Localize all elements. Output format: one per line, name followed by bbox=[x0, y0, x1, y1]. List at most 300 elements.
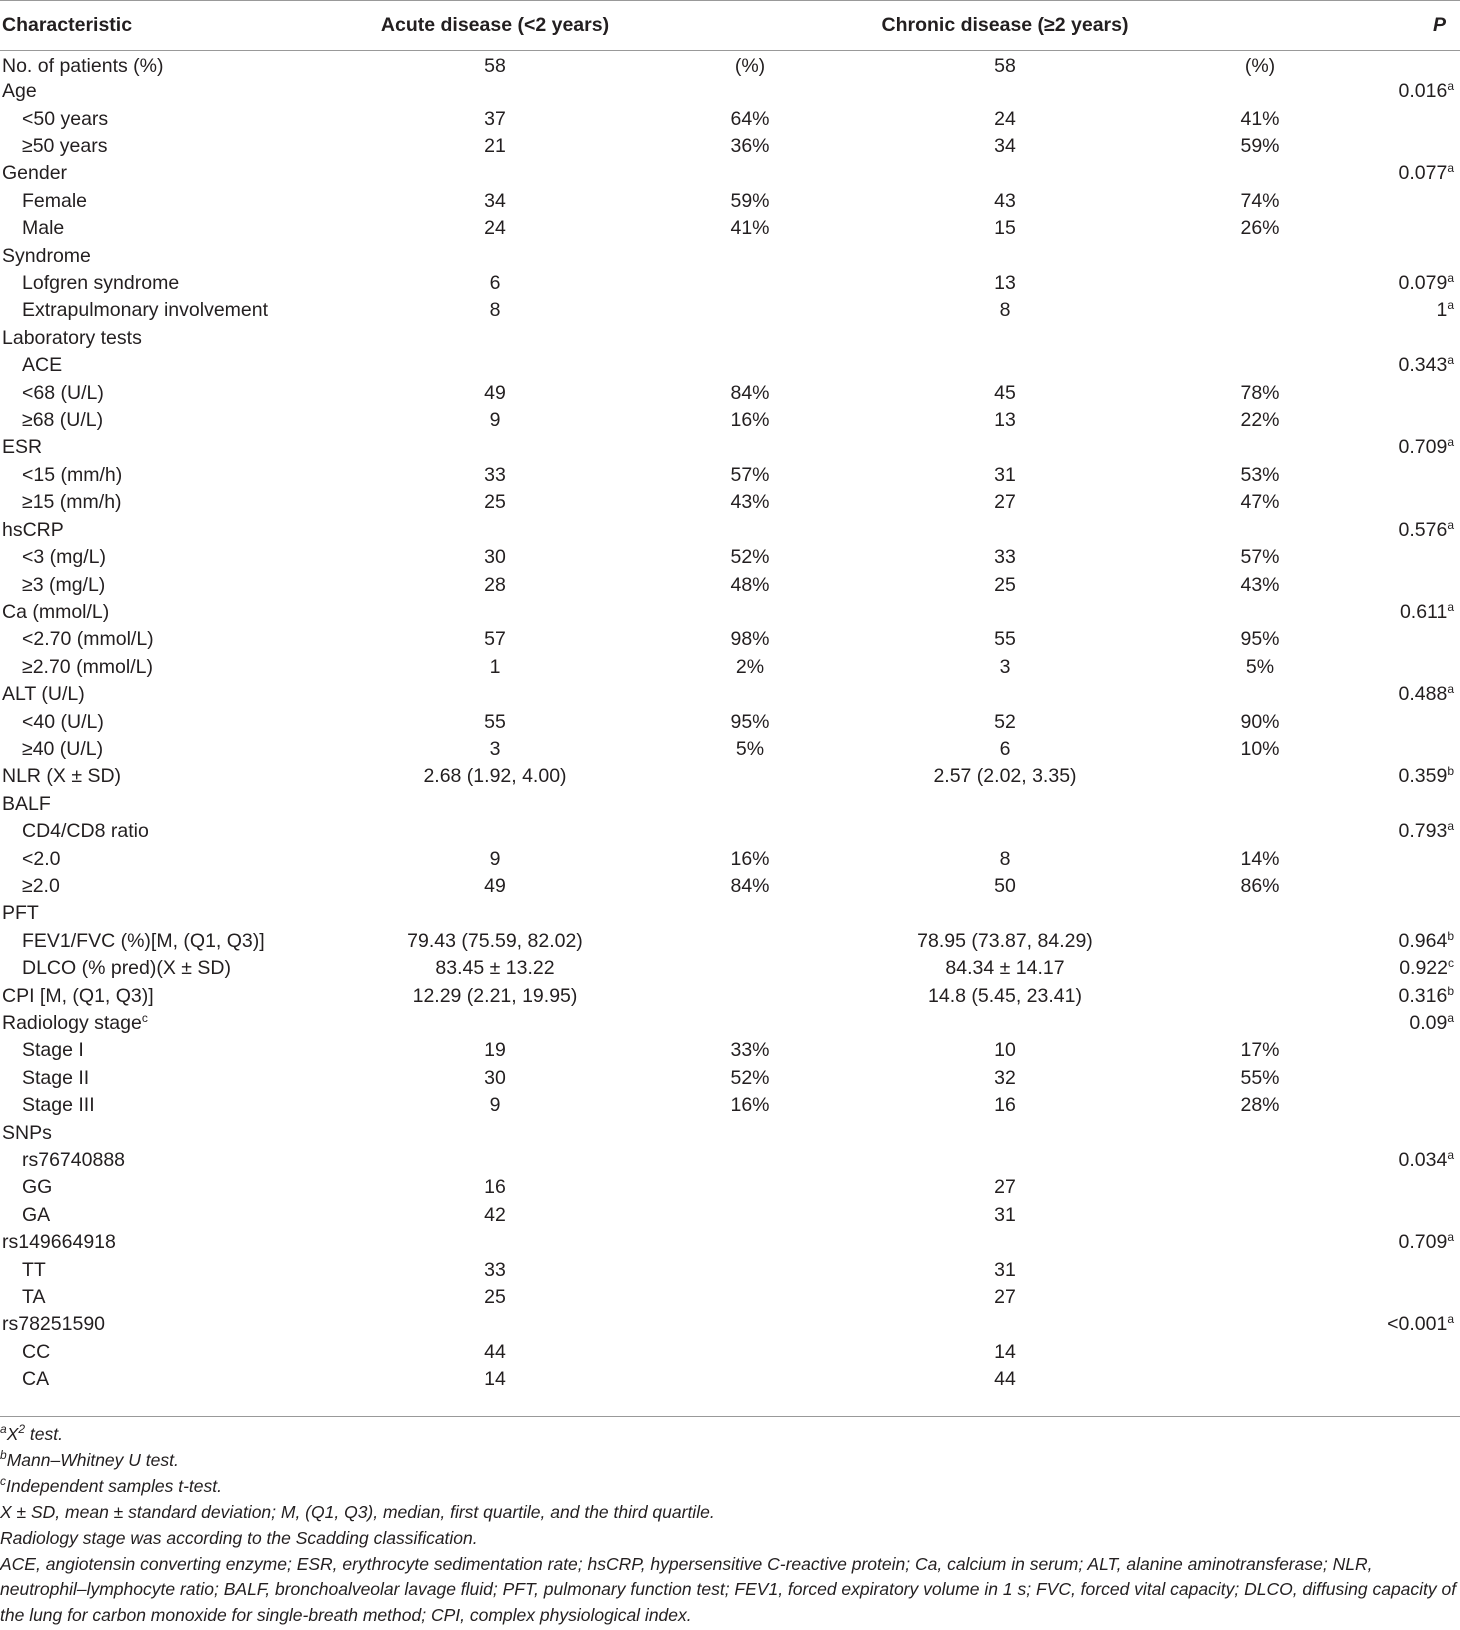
chronic-percent: 78% bbox=[1240, 381, 1280, 404]
chronic-count bbox=[795, 325, 1215, 352]
chronic-count bbox=[795, 78, 1215, 105]
table-row bbox=[0, 599, 1460, 626]
row-label: Stage II bbox=[22, 1066, 90, 1089]
p-value: 0.343$^a$ bbox=[1398, 353, 1454, 377]
table-row bbox=[0, 736, 1460, 763]
acute-count bbox=[285, 791, 705, 818]
row-label: TA bbox=[22, 1286, 46, 1309]
acute-percent: 95% bbox=[730, 710, 770, 733]
chronic-percent bbox=[1215, 242, 1305, 269]
chronic-percent bbox=[1215, 1010, 1305, 1037]
chronic-percent bbox=[1215, 517, 1305, 544]
footnote-a: $^aX^2$ test. bbox=[0, 1422, 63, 1444]
p-value bbox=[1305, 900, 1460, 927]
chronic-count: 43 bbox=[994, 189, 1016, 212]
p-value bbox=[1305, 544, 1460, 571]
row-label: Stage I bbox=[22, 1039, 84, 1062]
chronic-count: 34 bbox=[994, 135, 1016, 158]
chronic-count bbox=[795, 791, 1215, 818]
chronic-percent: 90% bbox=[1240, 710, 1280, 733]
row-label: ≥68 (U/L) bbox=[22, 409, 104, 432]
acute-percent: 52% bbox=[730, 1066, 770, 1089]
p-value: 0.09$^a$ bbox=[1409, 1011, 1454, 1035]
table-row bbox=[0, 78, 1460, 105]
table-row bbox=[0, 626, 1460, 653]
chronic-count bbox=[795, 1311, 1215, 1338]
header-characteristic: Characteristic bbox=[2, 14, 133, 36]
p-value bbox=[1305, 626, 1460, 653]
chronic-percent: 53% bbox=[1240, 463, 1280, 486]
acute-count: 33 bbox=[484, 1258, 506, 1281]
footnote-c: $^c$Independent samples t-test. bbox=[0, 1473, 222, 1496]
acute-percent: 98% bbox=[730, 628, 770, 651]
row-label: SNPs bbox=[2, 1121, 52, 1144]
acute-count: 79.43 (75.59, 82.02) bbox=[407, 929, 583, 952]
acute-count bbox=[285, 78, 705, 105]
row-label: GG bbox=[22, 1176, 53, 1199]
chronic-count: 10 bbox=[994, 1039, 1016, 1062]
chronic-count: 3 bbox=[999, 655, 1011, 678]
acute-count: 28 bbox=[484, 573, 506, 596]
row-label: rs78251590 bbox=[2, 1313, 106, 1336]
acute-percent bbox=[705, 1366, 795, 1393]
header-p: P bbox=[1432, 14, 1446, 36]
chronic-count: 31 bbox=[994, 1258, 1016, 1281]
p-value bbox=[1305, 242, 1460, 269]
chronic-percent bbox=[1215, 1202, 1305, 1229]
acute-percent bbox=[705, 928, 795, 955]
table-row bbox=[0, 791, 1460, 818]
chronic-count bbox=[795, 1229, 1215, 1256]
p-value bbox=[1305, 1065, 1460, 1092]
row-label: rs76740888 bbox=[22, 1149, 126, 1172]
header-chronic: Chronic disease (≥2 years) bbox=[881, 14, 1129, 36]
chronic-percent bbox=[1215, 1256, 1305, 1283]
table-row bbox=[0, 1092, 1460, 1119]
p-value bbox=[1305, 736, 1460, 763]
acute-percent bbox=[705, 1284, 795, 1311]
p-value bbox=[1305, 1174, 1460, 1201]
row-label: ≥40 (U/L) bbox=[22, 737, 104, 760]
row-label: ≥3 (mg/L) bbox=[22, 573, 106, 596]
chronic-percent: 55% bbox=[1240, 1066, 1280, 1089]
acute-percent bbox=[705, 1311, 795, 1338]
acute-count: 30 bbox=[484, 1066, 506, 1089]
row-label: Stage III bbox=[22, 1094, 95, 1117]
chronic-percent bbox=[1215, 791, 1305, 818]
acute-count: 1 bbox=[489, 655, 501, 678]
p-value bbox=[1305, 1284, 1460, 1311]
acute-count: 30 bbox=[484, 546, 506, 569]
p-value bbox=[1305, 845, 1460, 872]
chronic-count bbox=[795, 517, 1215, 544]
p-value bbox=[1305, 407, 1460, 434]
chronic-count: 13 bbox=[994, 272, 1016, 295]
chronic-percent bbox=[1215, 900, 1305, 927]
acute-count: 33 bbox=[484, 463, 506, 486]
table-row bbox=[0, 1202, 1460, 1229]
chronic-count: 2.57 (2.02, 3.35) bbox=[933, 765, 1077, 788]
p-value bbox=[1305, 325, 1460, 352]
table-row bbox=[0, 407, 1460, 434]
row-label: Age bbox=[2, 80, 37, 103]
row-label: <2.0 bbox=[22, 847, 61, 870]
table-row bbox=[0, 434, 1460, 461]
row-label: Lofgren syndrome bbox=[22, 272, 180, 295]
table-row bbox=[0, 1256, 1460, 1283]
chronic-count bbox=[795, 818, 1215, 845]
p-value bbox=[1305, 708, 1460, 735]
chronic-count: 8 bbox=[999, 847, 1011, 870]
table-row bbox=[0, 681, 1460, 708]
table-row bbox=[0, 1147, 1460, 1174]
chronic-count: 45 bbox=[994, 381, 1016, 404]
acute-count bbox=[285, 1010, 705, 1037]
row-label: ≥15 (mm/h) bbox=[22, 491, 122, 514]
chronic-percent bbox=[1215, 1366, 1305, 1393]
chronic-percent: 59% bbox=[1240, 135, 1280, 158]
acute-count: 9 bbox=[489, 847, 501, 870]
acute-count: 19 bbox=[484, 1039, 506, 1062]
acute-percent: 16% bbox=[730, 1094, 770, 1117]
table-row bbox=[0, 188, 1460, 215]
p-value: 0.359$^b$ bbox=[1398, 764, 1454, 788]
table-row bbox=[0, 845, 1460, 872]
acute-count: 58 bbox=[484, 55, 506, 77]
chronic-percent bbox=[1215, 599, 1305, 626]
acute-percent bbox=[705, 297, 795, 324]
chronic-percent bbox=[1215, 1119, 1305, 1146]
acute-percent bbox=[705, 352, 795, 379]
acute-count bbox=[285, 1147, 705, 1174]
table-row bbox=[0, 517, 1460, 544]
acute-percent: 33% bbox=[730, 1039, 770, 1062]
table-row bbox=[0, 1010, 1460, 1037]
table-row bbox=[0, 982, 1460, 1009]
acute-count: 16 bbox=[484, 1176, 506, 1199]
chronic-percent: (%) bbox=[1244, 55, 1276, 77]
chronic-percent bbox=[1215, 434, 1305, 461]
p-value: 0.922$^c$ bbox=[1399, 956, 1454, 980]
table-row bbox=[0, 1339, 1460, 1366]
acute-count bbox=[285, 352, 705, 379]
chronic-percent: 86% bbox=[1240, 874, 1280, 897]
chronic-count: 32 bbox=[994, 1066, 1016, 1089]
bottom-rule bbox=[0, 1416, 1460, 1417]
table-row bbox=[0, 873, 1460, 900]
acute-percent bbox=[705, 791, 795, 818]
table-row bbox=[0, 1037, 1460, 1064]
p-value: 0.793$^a$ bbox=[1398, 819, 1454, 843]
acute-percent bbox=[705, 1202, 795, 1229]
table-body bbox=[0, 51, 1460, 1394]
chronic-percent bbox=[1215, 325, 1305, 352]
chronic-percent bbox=[1215, 982, 1305, 1009]
chronic-percent: 22% bbox=[1240, 409, 1280, 432]
acute-percent: 64% bbox=[730, 107, 770, 130]
acute-count: 44 bbox=[484, 1340, 506, 1363]
table-row bbox=[0, 160, 1460, 187]
chronic-percent bbox=[1215, 1174, 1305, 1201]
table-row bbox=[0, 489, 1460, 516]
table-row bbox=[0, 270, 1460, 297]
acute-percent bbox=[705, 325, 795, 352]
table-row bbox=[0, 1229, 1460, 1256]
p-value bbox=[1305, 1037, 1460, 1064]
acute-percent bbox=[705, 763, 795, 790]
row-label: NLR (X ± SD) bbox=[2, 765, 122, 788]
chronic-count: 50 bbox=[994, 874, 1016, 897]
row-label: rs149664918 bbox=[2, 1231, 116, 1254]
p-value bbox=[1305, 1256, 1460, 1283]
chronic-count bbox=[795, 352, 1215, 379]
p-value: 0.964$^b$ bbox=[1398, 928, 1454, 952]
row-label: Male bbox=[22, 217, 65, 240]
p-value: 0.709$^a$ bbox=[1398, 435, 1454, 459]
p-value bbox=[1305, 654, 1460, 681]
p-value: 0.079$^a$ bbox=[1398, 271, 1454, 295]
table-row bbox=[0, 325, 1460, 352]
acute-count: 25 bbox=[484, 491, 506, 514]
row-label: No. of patients (%) bbox=[2, 55, 164, 77]
acute-percent bbox=[705, 1174, 795, 1201]
row-label: CA bbox=[22, 1368, 50, 1391]
p-value bbox=[1305, 215, 1460, 242]
table-row bbox=[0, 462, 1460, 489]
row-label: DLCO (% pred)(X ± SD) bbox=[22, 957, 231, 980]
acute-count: 57 bbox=[484, 628, 506, 651]
acute-percent bbox=[705, 1119, 795, 1146]
chronic-percent bbox=[1215, 681, 1305, 708]
chronic-percent bbox=[1215, 1229, 1305, 1256]
acute-count: 49 bbox=[484, 874, 506, 897]
p-value bbox=[1305, 1366, 1460, 1393]
row-label: ≥2.70 (mmol/L) bbox=[22, 655, 153, 678]
acute-count: 3 bbox=[489, 737, 501, 760]
table-row bbox=[0, 297, 1460, 324]
p-value: <0.001$^a$ bbox=[1387, 1312, 1454, 1336]
chronic-count: 58 bbox=[994, 55, 1016, 77]
chronic-count bbox=[795, 160, 1215, 187]
footnote-radiology: Radiology stage was according to the Scadding classification. bbox=[0, 1527, 478, 1548]
table-row bbox=[0, 51, 1460, 79]
p-value: 0.316$^b$ bbox=[1398, 983, 1454, 1007]
p-value: 1$^a$ bbox=[1436, 298, 1454, 322]
p-value bbox=[1305, 791, 1460, 818]
acute-count: 14 bbox=[484, 1368, 506, 1391]
table-row bbox=[0, 900, 1460, 927]
acute-count: 25 bbox=[484, 1286, 506, 1309]
chronic-count: 14 bbox=[994, 1340, 1016, 1363]
footnote-abbreviations: ACE, angiotensin converting enzyme; ESR, erythrocyte sedimentation rate; hsCRP, hypersensitive C-reactive protein; Ca, calcium in serum; ALT, alanine aminotransferase; NLR, neutrophil–lymphocyte ratio; BALF, bronchoalveolar lavage fluid; PFT, pulmonary function test; FEV1, forced expiratory volume in 1 s; FVC, forced vital capacity; DLCO, diffusing capacity of the lung for carbon monoxide for single-breath method; CPI, complex physiological index. bbox=[0, 1553, 1457, 1626]
table-row bbox=[0, 544, 1460, 571]
p-value: 0.709$^a$ bbox=[1398, 1230, 1454, 1254]
acute-percent: 16% bbox=[730, 409, 770, 432]
acute-count: 24 bbox=[484, 217, 506, 240]
chronic-percent bbox=[1215, 160, 1305, 187]
acute-percent: 16% bbox=[730, 847, 770, 870]
acute-count bbox=[285, 818, 705, 845]
p-value bbox=[1305, 188, 1460, 215]
acute-count: 34 bbox=[484, 189, 506, 212]
acute-count bbox=[285, 160, 705, 187]
acute-percent: (%) bbox=[734, 55, 766, 77]
acute-count: 2.68 (1.92, 4.00) bbox=[423, 765, 567, 788]
chronic-count: 8 bbox=[999, 299, 1011, 322]
acute-count: 49 bbox=[484, 381, 506, 404]
chronic-count bbox=[795, 1119, 1215, 1146]
p-value: 0.077$^a$ bbox=[1398, 161, 1454, 185]
chronic-percent bbox=[1215, 270, 1305, 297]
row-label: <3 (mg/L) bbox=[22, 546, 106, 569]
row-label: Extrapulmonary involvement bbox=[22, 299, 269, 322]
p-value bbox=[1305, 51, 1460, 79]
row-label: Laboratory tests bbox=[2, 326, 142, 349]
acute-percent: 57% bbox=[730, 463, 770, 486]
chronic-count: 27 bbox=[994, 1286, 1016, 1309]
chronic-percent: 41% bbox=[1240, 107, 1280, 130]
chronic-percent: 5% bbox=[1245, 655, 1275, 678]
acute-percent bbox=[705, 955, 795, 982]
acute-percent: 84% bbox=[730, 874, 770, 897]
acute-count: 6 bbox=[489, 272, 501, 295]
acute-percent bbox=[705, 1256, 795, 1283]
acute-count bbox=[285, 1119, 705, 1146]
chronic-percent: 47% bbox=[1240, 491, 1280, 514]
row-label: Female bbox=[22, 189, 88, 212]
chronic-percent: 74% bbox=[1240, 189, 1280, 212]
p-value bbox=[1305, 489, 1460, 516]
acute-count bbox=[285, 900, 705, 927]
acute-percent bbox=[705, 242, 795, 269]
row-label: hsCRP bbox=[2, 518, 64, 541]
acute-percent bbox=[705, 160, 795, 187]
acute-count: 9 bbox=[489, 409, 501, 432]
acute-percent bbox=[705, 1010, 795, 1037]
chronic-percent bbox=[1215, 352, 1305, 379]
p-value bbox=[1305, 1339, 1460, 1366]
table-row bbox=[0, 242, 1460, 269]
footnotes bbox=[0, 1422, 1460, 1629]
chronic-count bbox=[795, 1010, 1215, 1037]
acute-count bbox=[285, 325, 705, 352]
chronic-count: 55 bbox=[994, 628, 1016, 651]
acute-count bbox=[285, 1311, 705, 1338]
table-row bbox=[0, 1174, 1460, 1201]
acute-percent: 41% bbox=[730, 217, 770, 240]
chronic-count bbox=[795, 599, 1215, 626]
header-acute: Acute disease (<2 years) bbox=[380, 14, 610, 36]
acute-percent bbox=[705, 1229, 795, 1256]
chronic-count: 33 bbox=[994, 546, 1016, 569]
acute-count: 21 bbox=[484, 135, 506, 158]
acute-count bbox=[285, 1229, 705, 1256]
acute-count: 12.29 (2.21, 19.95) bbox=[412, 984, 578, 1007]
row-label: GA bbox=[22, 1203, 51, 1226]
acute-percent: 52% bbox=[730, 546, 770, 569]
chronic-percent: 28% bbox=[1240, 1094, 1280, 1117]
row-label: <40 (U/L) bbox=[22, 710, 104, 733]
chronic-percent: 17% bbox=[1240, 1039, 1280, 1062]
p-value bbox=[1305, 133, 1460, 160]
row-label: CD4/CD8 ratio bbox=[22, 820, 149, 843]
chronic-count: 84.34 ± 14.17 bbox=[945, 957, 1065, 980]
chronic-percent bbox=[1215, 297, 1305, 324]
chronic-count bbox=[795, 900, 1215, 927]
footnote-b: $^b$Mann–Whitney U test. bbox=[0, 1447, 179, 1470]
table-row bbox=[0, 379, 1460, 406]
table-row bbox=[0, 1284, 1460, 1311]
row-label: ≥50 years bbox=[22, 135, 108, 158]
table-row bbox=[0, 1065, 1460, 1092]
p-value bbox=[1305, 1092, 1460, 1119]
table-row bbox=[0, 215, 1460, 242]
chronic-count: 6 bbox=[999, 737, 1011, 760]
chronic-percent bbox=[1215, 1339, 1305, 1366]
acute-count: 55 bbox=[484, 710, 506, 733]
acute-percent bbox=[705, 599, 795, 626]
acute-percent bbox=[705, 1339, 795, 1366]
row-label: ALT (U/L) bbox=[2, 683, 85, 706]
table-row bbox=[0, 818, 1460, 845]
chronic-count: 25 bbox=[994, 573, 1016, 596]
table-row bbox=[0, 955, 1460, 982]
acute-percent bbox=[705, 434, 795, 461]
chronic-count: 44 bbox=[994, 1368, 1016, 1391]
table-row bbox=[0, 571, 1460, 598]
acute-count: 83.45 ± 13.22 bbox=[435, 957, 555, 980]
chronic-count bbox=[795, 434, 1215, 461]
table-row bbox=[0, 352, 1460, 379]
table-row bbox=[0, 105, 1460, 132]
p-value: 0.034$^a$ bbox=[1398, 1148, 1454, 1172]
chronic-percent: 14% bbox=[1240, 847, 1280, 870]
row-label: CC bbox=[22, 1340, 51, 1363]
header-row bbox=[0, 1, 1460, 51]
chronic-count: 31 bbox=[994, 1203, 1016, 1226]
row-label: <50 years bbox=[22, 107, 109, 130]
acute-percent: 84% bbox=[730, 381, 770, 404]
p-value: 0.016$^a$ bbox=[1398, 79, 1454, 103]
table-row bbox=[0, 1311, 1460, 1338]
chronic-percent bbox=[1215, 928, 1305, 955]
chronic-percent: 43% bbox=[1240, 573, 1280, 596]
chronic-count: 27 bbox=[994, 1176, 1016, 1199]
chronic-count: 78.95 (73.87, 84.29) bbox=[917, 929, 1093, 952]
chronic-percent bbox=[1215, 1284, 1305, 1311]
p-value: 0.488$^a$ bbox=[1398, 682, 1454, 706]
chronic-percent bbox=[1215, 1147, 1305, 1174]
row-label: <68 (U/L) bbox=[22, 381, 104, 404]
acute-percent: 43% bbox=[730, 491, 770, 514]
row-label: Ca (mmol/L) bbox=[2, 600, 110, 623]
chronic-percent bbox=[1215, 78, 1305, 105]
acute-percent bbox=[705, 818, 795, 845]
acute-count: 42 bbox=[484, 1203, 506, 1226]
row-label: ≥2.0 bbox=[22, 874, 60, 897]
chronic-percent bbox=[1215, 1311, 1305, 1338]
acute-count bbox=[285, 434, 705, 461]
chronic-count: 15 bbox=[994, 217, 1016, 240]
row-label: PFT bbox=[2, 902, 39, 925]
chronic-percent: 95% bbox=[1240, 628, 1280, 651]
table-row bbox=[0, 708, 1460, 735]
acute-percent: 59% bbox=[730, 189, 770, 212]
footnote-abbreviations-stats: X ± SD, mean ± standard deviation; M, (Q1, Q3), median, first quartile, and the third quartile. bbox=[0, 1501, 715, 1522]
acute-percent: 2% bbox=[735, 655, 765, 678]
row-label: <15 (mm/h) bbox=[22, 463, 123, 486]
chronic-count: 31 bbox=[994, 463, 1016, 486]
